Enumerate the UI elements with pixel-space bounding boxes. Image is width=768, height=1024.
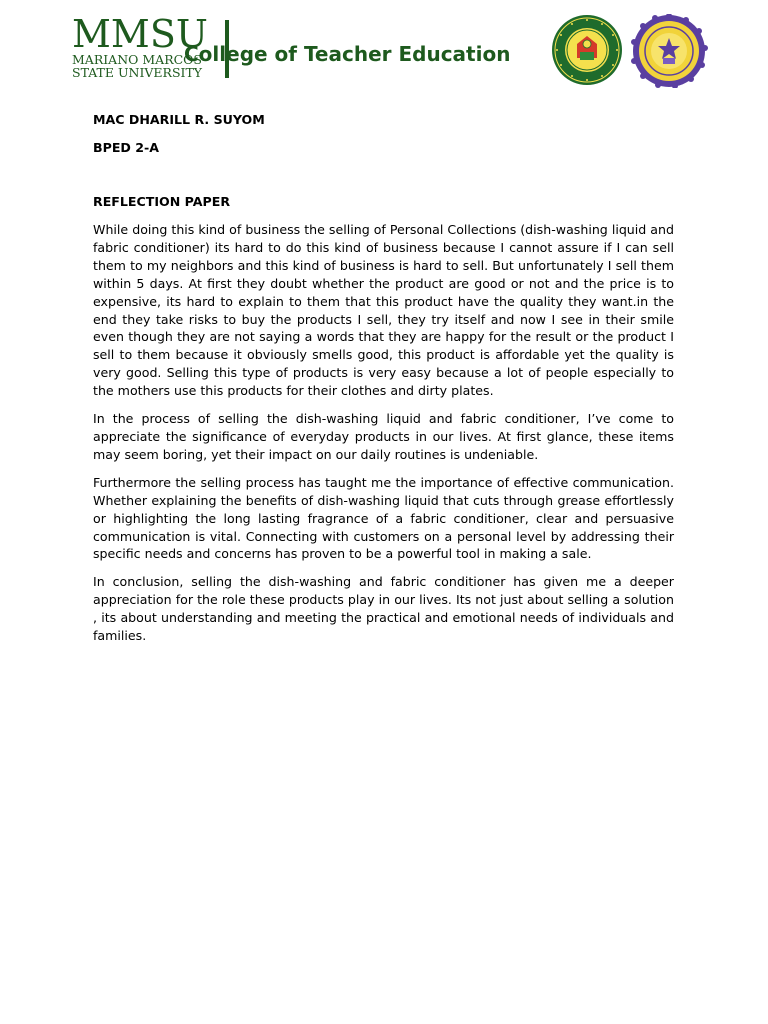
paragraph: Furthermore the selling process has taught me the importance of effective communication. Whether explaining the benefits of dish-washing liquid that cuts through grease effortlessly or highlighting the long lasting fragrance of a fabric conditioner, clear and persuasive communication is vital. Connecting with customers on a personal level by addressing their specific needs and concerns has proven to be a powerful tool in making a sale. (93, 474, 674, 562)
mmsu-university-seal-icon (550, 14, 624, 86)
paragraph: In conclusion, selling the dish-washing and fabric conditioner has given me a deeper appreciation for the role these products play in our lives. Its not just about selling a solution , its about understanding and meeting the practical and emotional needs of individuals and families. (93, 574, 674, 644)
college-of-teacher-education-seal-icon (630, 14, 708, 88)
paper-title: REFLECTION PAPER (93, 194, 231, 209)
logo-university-line-2: STATE UNIVERSITY (72, 65, 203, 80)
logo-abbreviation: MMSU (72, 12, 208, 56)
paragraph: While doing this kind of business the selling of Personal Collections (dish-washing liquid and fabric conditioner) its hard to do this kind of business because I cannot assure if I can sell them to my neighbors and this kind of business is hard to sell. But unfortunately I sell them within 5 days. At first they doubt whether the product are good or not and the price is to expensive, its hard to explain to them that this product have the quality they want.in the end they take risks to buy the products I sell, they try itself and now I see in their smile even though they are not saying a words that they are happy for the result or the product I sell to them because it obviously smells good, this product is affordable yet the quality is very good. Selling this type of products is very easy because a lot of people especially to the mothers use this products for their clothes and dirty plates. (93, 222, 674, 399)
paragraph-list (93, 221, 674, 655)
paragraph: In the process of selling the dish-washing liquid and fabric conditioner, I’ve come to appreciate the significance of everyday products in our lives. At first glance, these items may seem boring, yet their impact on our daily routines is undeniable. (93, 411, 674, 462)
logo-university-line-1: MARIANO MARCOS (72, 52, 202, 67)
author-name: MAC DHARILL R. SUYOM (93, 112, 265, 127)
college-title: College of Teacher Education (184, 42, 511, 66)
author-section: BPED 2-A (93, 140, 160, 155)
letterhead (0, 0, 768, 100)
